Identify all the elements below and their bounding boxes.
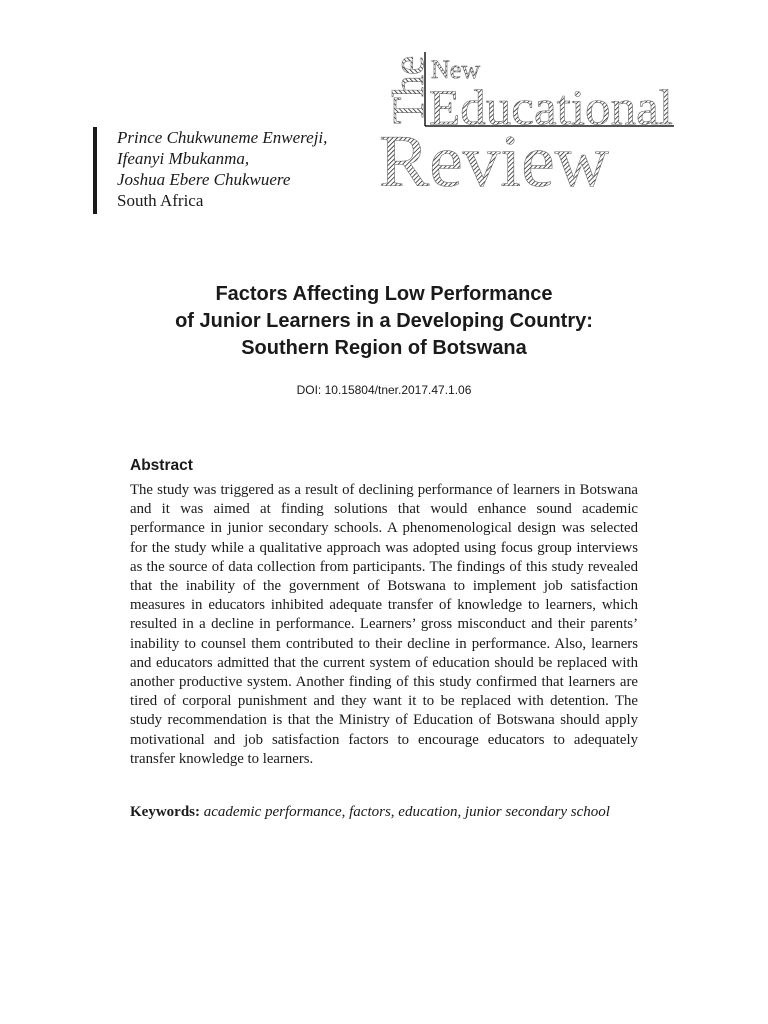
abstract-heading: Abstract [130,457,193,474]
keywords-line [130,804,670,821]
title-line: of Junior Learners in a Developing Country: [175,310,593,332]
author-name: Joshua Ebere Chukwuere [117,170,291,189]
abstract-text: The study was triggered as a result of declining performance of learners in Botswana and it was aimed at finding solutions that would enhance sound academic performance in junior secondary schools. A phenomenological design was selected for the study while a qualitative approach was adopted using focus group interviews as the source of data collection from participants. The findings of this study revealed that the inability of the government of Botswana to implement job satisfaction measures in educators inhibited adequate transfer of knowledge to learners, which resulted in a decline in performance. Learners’ gross misconduct and their parents’ inability to counsel them contributed to their decline in performance. Also, learners and educators admitted that the current system of education should be replaced with another productive system. Another finding of this study confirmed that learners are tired of corporal punishment and they want it to be replaced with detention. The study recommendation is that the Ministry of Education of Botswana should apply motivational and job satisfaction factors to encourage educators to adequately transfer knowledge to learners. [130,482,638,767]
article-title [84,281,684,362]
authors-block [93,127,363,214]
logo-the-text: The [384,55,433,124]
author-name: Prince Chukwuneme Enwereji, [117,128,328,147]
article-doi: DOI: 10.15804/tner.2017.47.1.06 [296,383,472,397]
title-line: Factors Affecting Low Performance [215,283,553,305]
logo-educational-text: Educational [429,79,673,135]
author-name: Ifeanyi Mbukanma, [117,149,250,168]
logo-new-text: New [431,55,481,84]
logo-review-text: Review [379,121,610,196]
keywords-text: academic performance, factors, education, junior secondary school [203,804,610,820]
title-line: Southern Region of Botswana [241,337,527,359]
author-affiliation: South Africa [117,191,204,210]
journal-logo [376,50,676,196]
keywords-label: Keywords: [130,804,200,820]
